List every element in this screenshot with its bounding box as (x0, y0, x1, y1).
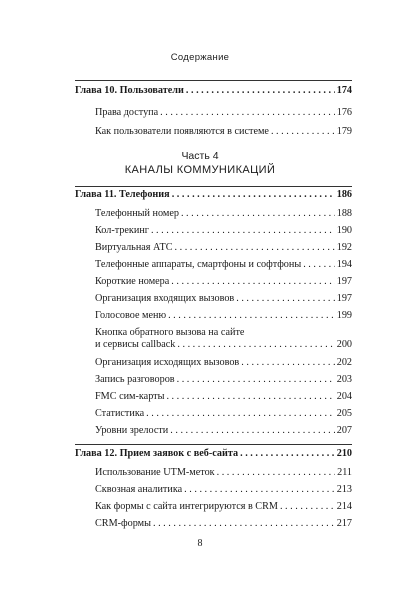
dot-leader (177, 339, 334, 351)
dot-leader (170, 425, 334, 437)
dot-leader (271, 126, 335, 138)
page-number: 197 (336, 276, 352, 287)
chapter-12-entry[interactable] (75, 448, 352, 460)
dot-leader (153, 518, 335, 530)
dot-leader (146, 408, 335, 420)
page-number: 202 (336, 357, 352, 368)
page-number: 188 (336, 208, 352, 219)
entry-title: Сквозная аналитика (95, 484, 183, 495)
page-number: 207 (336, 425, 352, 436)
entry-title: Использование UTM-меток (95, 467, 215, 478)
entry-title: Телефонный номер (95, 208, 179, 219)
dot-leader (160, 107, 335, 119)
page-number: 179 (336, 126, 352, 137)
toc-entry[interactable] (75, 518, 352, 530)
toc-entry[interactable] (75, 259, 352, 271)
page-number: 197 (336, 293, 352, 304)
page-number: 205 (336, 408, 352, 419)
entry-title: Кол-трекинг (95, 225, 149, 236)
dot-leader (186, 85, 335, 97)
page-number: 203 (336, 374, 352, 385)
toc-entry[interactable] (75, 501, 352, 513)
page-number: 213 (336, 484, 352, 495)
toc-entry[interactable] (75, 374, 352, 386)
toc-entry[interactable] (75, 293, 352, 305)
part-title: КАНАЛЫ КОММУНИКАЦИЙ (124, 164, 276, 176)
page-number: 194 (336, 259, 352, 270)
chapter-10-entry[interactable] (75, 85, 352, 97)
dot-leader (184, 484, 335, 496)
chapter-rule (75, 80, 352, 81)
dot-leader (217, 467, 335, 479)
chapter-title: Глава 11. Телефония (75, 189, 170, 200)
toc-entry[interactable] (75, 467, 352, 479)
toc-entry[interactable] (75, 310, 352, 322)
entry-title: Уровни зрелости (95, 425, 169, 436)
entry-title: Голосовое меню (95, 310, 167, 321)
entry-title: Как пользователи появляются в системе (95, 126, 269, 137)
entry-line2 (95, 339, 352, 351)
dot-leader (236, 293, 335, 305)
toc-entry[interactable] (75, 484, 352, 496)
entry-title: Организация входящих вызовов (95, 293, 235, 304)
entry-title-line2: и сервисы callback (95, 339, 176, 350)
dot-leader (240, 448, 335, 460)
entry-title: Организация исходящих вызовов (95, 357, 240, 368)
entry-title: Короткие номера (95, 276, 170, 287)
dot-leader (177, 374, 335, 386)
page-number: 199 (336, 310, 352, 321)
toc-entry[interactable] (75, 208, 352, 220)
page-number: 210 (336, 448, 352, 459)
chapter-title: Глава 12. Прием заявок с веб-сайта (75, 448, 239, 459)
page-number: 217 (336, 518, 352, 529)
toc-entry-multiline[interactable] (95, 327, 352, 351)
toc-entry[interactable] (75, 225, 352, 237)
running-head: Содержание (170, 52, 230, 63)
entry-title: Статистика (95, 408, 145, 419)
page-number: 176 (336, 107, 352, 118)
page-number: 192 (336, 242, 352, 253)
chapter-title: Глава 10. Пользователи (75, 85, 184, 96)
toc-entry[interactable] (75, 391, 352, 403)
toc-entry[interactable] (75, 126, 352, 138)
page-number: 174 (336, 85, 352, 96)
entry-title: Запись разговоров (95, 374, 175, 385)
entry-title: CRM-формы (95, 518, 151, 529)
entry-title: FMC сим-карты (95, 391, 165, 402)
dot-leader (171, 276, 334, 288)
toc-entry[interactable] (75, 276, 352, 288)
dot-leader (280, 501, 335, 513)
toc-entry[interactable] (75, 408, 352, 420)
chapter-rule (75, 444, 352, 445)
dot-leader (168, 310, 335, 322)
page-number: 204 (336, 391, 352, 402)
entry-title: Права доступа (95, 107, 159, 118)
page-number: 200 (336, 339, 352, 350)
chapter-11-entry[interactable] (75, 189, 352, 201)
entry-title: Телефонные аппараты, смартфоны и софтфоны (95, 259, 302, 270)
entry-title-line1: Кнопка обратного вызова на сайте (95, 327, 245, 338)
dot-leader (175, 242, 335, 254)
dot-leader (166, 391, 334, 403)
toc-entry[interactable] (75, 242, 352, 254)
chapter-rule (75, 186, 352, 187)
page-number: 190 (336, 225, 352, 236)
page-folio: 8 (197, 538, 203, 549)
dot-leader (181, 208, 335, 220)
dot-leader (151, 225, 335, 237)
entry-title: Виртуальная АТС (95, 242, 173, 253)
toc-entry[interactable] (75, 357, 352, 369)
dot-leader (303, 259, 335, 271)
page-number: 211 (337, 467, 352, 478)
part-number: Часть 4 (181, 150, 219, 162)
page-number: 214 (336, 501, 352, 512)
entry-title: Как формы с сайта интегрируются в CRM (95, 501, 278, 512)
page-number: 186 (336, 189, 352, 200)
toc-entry[interactable] (75, 425, 352, 437)
dot-leader (241, 357, 334, 369)
toc-entry[interactable] (75, 107, 352, 119)
dot-leader (172, 189, 335, 201)
